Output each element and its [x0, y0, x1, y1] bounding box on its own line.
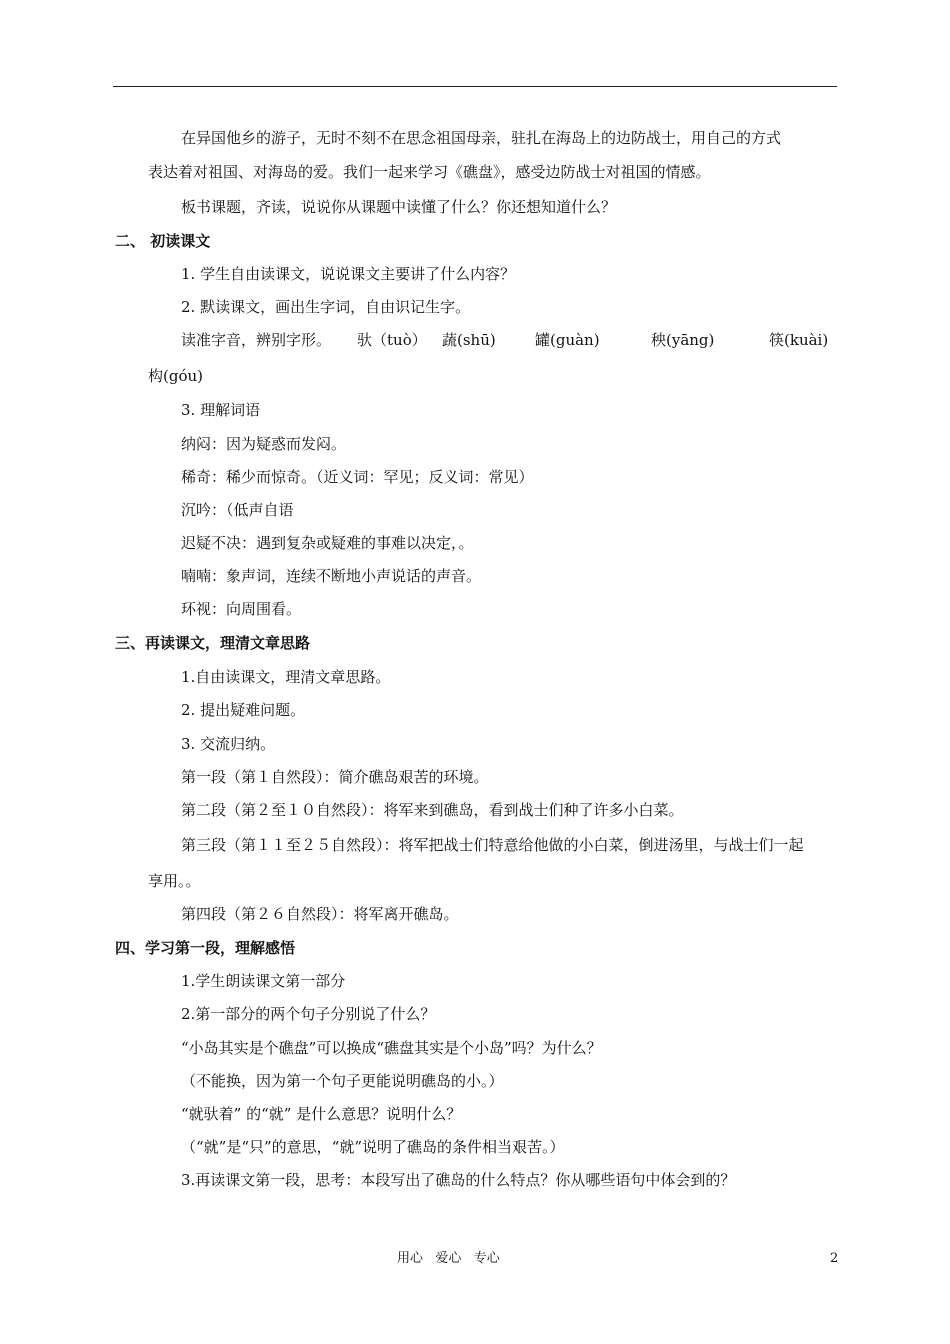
- intro-paragraph-2: 板书课题，齐读，说说你从课题中读懂了什么？你还想知道什么？: [181, 198, 617, 216]
- pinyin-entry: 秧(yāng): [651, 331, 715, 349]
- word-definition: 稀奇：稀少而惊奇。（近义词：罕见；反义词：常见）: [181, 468, 534, 486]
- pinyin-entry: 蔬(shū): [442, 331, 496, 349]
- answer-text: （“就”是“只”的意思，“就”说明了礁岛的条件相当艰苦。）: [181, 1138, 565, 1156]
- paragraph-summary: 第二段（第２至１０自然段）：将军来到礁岛，看到战士们种了许多小白菜。: [181, 801, 684, 819]
- list-item: 3. 理解词语: [181, 401, 261, 419]
- word-definition: 纳闷：因为疑惑而发闷。: [181, 435, 347, 453]
- word-definition: 喃喃：象声词，连续不断地小声说话的声音。: [181, 567, 482, 585]
- list-item: 2. 提出疑难问题。: [181, 701, 306, 719]
- paragraph-summary-continued: 享用。。: [148, 872, 201, 890]
- list-item: 1.自由读课文，理清文章思路。: [181, 668, 391, 686]
- list-item: 3. 交流归纳。: [181, 735, 276, 753]
- list-item: 1. 学生自由读课文，说说课文主要讲了什么内容？: [181, 265, 516, 283]
- intro-paragraph-line-1: 在异国他乡的游子，无时不刻不在思念祖国母亲，驻扎在海岛上的边防战士，用自己的方式: [181, 129, 782, 147]
- list-item: 3.再读课文第一段，思考：本段写出了礁岛的什么特点？你从哪些语句中体会到的？: [181, 1171, 736, 1189]
- intro-paragraph-line-2: 表达着对祖国、对海岛的爱。我们一起来学习《礁盘》，感受边防战士对祖国的情感。: [148, 163, 711, 181]
- list-item: 1.学生朗读课文第一部分: [181, 972, 346, 990]
- answer-text: （不能换，因为第一个句子更能说明礁岛的小。）: [181, 1072, 504, 1090]
- pinyin-lead: 读准字音，辨别字形。: [181, 331, 332, 349]
- footer-motto: 用心 爱心 专心: [397, 1251, 500, 1266]
- section-heading-3: 三、再读课文，理清文章思路: [115, 634, 311, 652]
- word-definition: 沉吟：（低声自语: [181, 501, 294, 519]
- paragraph-summary: 第四段（第２６自然段）：将军离开礁岛。: [181, 905, 459, 923]
- page-number: 2: [830, 1251, 839, 1266]
- header-rule: [113, 86, 837, 87]
- question-text: “小岛其实是个礁盘”可以换成“礁盘其实是个小岛”吗？为什么？: [181, 1039, 602, 1057]
- pinyin-entry: 筷(kuài): [769, 331, 829, 349]
- paragraph-summary: 第三段（第１１至２５自然段）：将军把战士们特意给他做的小白菜，倒进汤里，与战士们一起: [181, 836, 804, 854]
- question-text: “就驮着” 的“就” 是什么意思？说明什么？: [181, 1105, 462, 1123]
- paragraph-summary: 第一段（第１自然段）：简介礁岛艰苦的环境。: [181, 768, 489, 786]
- pinyin-entry: 罐(guàn): [535, 331, 600, 349]
- pinyin-entry: 驮（tuò）: [357, 331, 427, 349]
- list-item: 2. 默读课文，画出生字词，自由识记生字。: [181, 298, 471, 316]
- section-heading-2: 二、 初读课文: [115, 232, 211, 250]
- word-definition: 迟疑不决：遇到复杂或疑难的事难以决定，。: [181, 534, 474, 552]
- pinyin-entry: 构(góu): [148, 367, 203, 385]
- list-item: 2.第一部分的两个句子分别说了什么？: [181, 1005, 436, 1023]
- word-definition: 环视：向周围看。: [181, 600, 302, 618]
- section-heading-4: 四、学习第一段，理解感悟: [115, 939, 296, 957]
